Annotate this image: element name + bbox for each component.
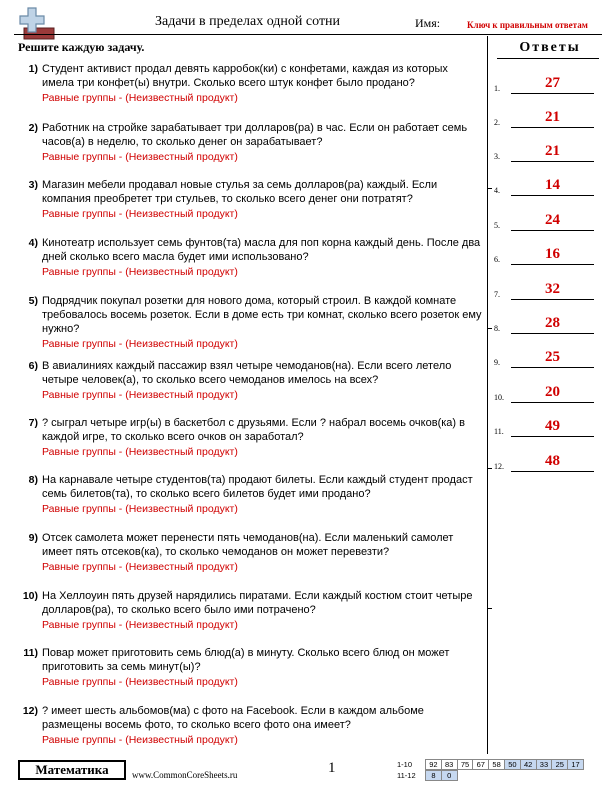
question-number: 5) <box>28 295 38 307</box>
answer-number: 5. <box>494 221 500 230</box>
divider-ticks <box>487 48 493 748</box>
question-category: Равные группы - (Неизвестный продукт) <box>42 503 238 515</box>
answers-title: Ответы <box>519 40 581 55</box>
question-text: Студент активист продал девять карробок(ки) с конфетами, каждая из которых имела три конфет(ы) внутри. Сколько всего штук конфет было продано? <box>42 63 448 89</box>
answer-item <box>494 108 604 128</box>
answer-number: 11. <box>494 427 504 436</box>
question-number: 4) <box>28 237 38 249</box>
score-cell: 75 <box>457 759 474 770</box>
answer-line <box>511 333 594 334</box>
answer-line <box>511 471 594 472</box>
answer-line <box>511 299 594 300</box>
answer-value: 32 <box>545 281 560 297</box>
question-category: Равные группы - (Неизвестный продукт) <box>42 676 238 688</box>
question-text: Отсек самолета может перенести пять чемоданов(на). Если маленький самолет имеет пять отсеков(ка), то сколько чемоданов он может перевезти? <box>42 532 454 558</box>
answer-value: 27 <box>545 75 560 91</box>
name-label: Имя: <box>415 16 441 30</box>
question-number: 12) <box>22 705 38 717</box>
answer-number: 1. <box>494 84 500 93</box>
divider-tick <box>487 468 492 469</box>
answer-item <box>494 245 604 265</box>
score-cell: 50 <box>504 759 521 770</box>
answer-item <box>494 452 604 472</box>
score-cell: 92 <box>425 759 442 770</box>
answer-value: 14 <box>545 177 560 193</box>
header-divider <box>14 34 602 35</box>
divider-tick <box>487 328 492 329</box>
answer-number: 9. <box>494 358 500 367</box>
answer-value: 21 <box>545 143 560 159</box>
score-cell: 58 <box>488 759 505 770</box>
answer-value: 21 <box>545 109 560 125</box>
question-category: Равные группы - (Неизвестный продукт) <box>42 561 238 573</box>
page-number: 1 <box>328 760 336 776</box>
score-cell: 83 <box>441 759 458 770</box>
answer-line <box>511 127 594 128</box>
question-text: На карнавале четыре студентов(та) продают билеты. Если каждый студент продаст семь билетов(та), то сколько всего билетов будет ими продано? <box>42 474 473 500</box>
question-text: На Хеллоуин пять друзей нарядились пиратами. Если каждый костюм стоит четыре долларов(ра), то сколько всего было ими потрачено? <box>42 590 473 616</box>
question-number: 10) <box>22 590 38 602</box>
answer-line <box>511 367 594 368</box>
question-category: Равные группы - (Неизвестный продукт) <box>42 619 238 631</box>
answer-line <box>511 264 594 265</box>
question-text: Повар может приготовить семь блюд(а) в минуту. Сколько всего блюд он может приготовить за семь минут(ы)? <box>42 647 450 673</box>
answer-item <box>494 74 604 94</box>
answer-line <box>511 195 594 196</box>
question-category: Равные группы - (Неизвестный продукт) <box>42 734 238 746</box>
worksheet-title: Задачи в пределах одной сотни <box>155 14 341 29</box>
answer-number: 6. <box>494 255 500 264</box>
answer-number: 7. <box>494 290 500 299</box>
question-category: Равные группы - (Неизвестный продукт) <box>42 208 238 220</box>
score-cell: 8 <box>425 770 442 781</box>
answer-item <box>494 280 604 300</box>
answer-value: 16 <box>545 246 560 262</box>
answers-title-underline <box>497 58 599 59</box>
answer-line <box>511 161 594 162</box>
question-text: Работник на стройке зарабатывает три долларов(ра) в час. Если он работает семь часов(а) в неделю, то сколько денег он зарабатывает? <box>42 122 468 148</box>
answer-key-label: Ключ к правильным ответам <box>467 20 588 30</box>
answer-item <box>494 383 604 403</box>
answer-line <box>511 436 594 437</box>
score-cell: 33 <box>536 759 553 770</box>
score-row-label: 1-10 <box>397 760 413 769</box>
question-category: Равные группы - (Неизвестный продукт) <box>42 151 238 163</box>
question-text: В авиалиниях каждый пассажир взял четыре чемоданов(на). Если всего летело четыре человек(а), то сколько всего чемоданов имелось на всех? <box>42 360 452 386</box>
divider-tick <box>487 188 492 189</box>
answer-number: 4. <box>494 186 500 195</box>
divider-tick <box>487 608 492 609</box>
answer-line <box>511 230 594 231</box>
site-link[interactable]: www.CommonCoreSheets.ru <box>132 770 238 780</box>
answer-item <box>494 348 604 368</box>
question-text: ? сыграл четыре игр(ы) в баскетбол с друзьями. Если ? набрал восемь очков(ка) в каждой игре, то сколько всего очков он заработал? <box>42 417 465 443</box>
answer-number: 12. <box>494 462 504 471</box>
score-cell: 67 <box>472 759 489 770</box>
score-row <box>397 759 583 770</box>
question-number: 3) <box>28 179 38 191</box>
question-text: ? имеет шесть альбомов(ма) с фото на Facebook. Если в каждом альбоме размещены восемь фото, то сколько всего фото она имеет? <box>42 705 424 731</box>
answer-number: 10. <box>494 393 504 402</box>
question-category: Равные группы - (Неизвестный продукт) <box>42 389 238 401</box>
score-cell: 0 <box>441 770 458 781</box>
score-cell: 25 <box>551 759 568 770</box>
answer-number: 8. <box>494 324 500 333</box>
answer-line <box>511 402 594 403</box>
answer-line <box>511 93 594 94</box>
score-row-label: 11-12 <box>397 771 416 780</box>
answer-value: 28 <box>545 315 560 331</box>
question-number: 6) <box>28 360 38 372</box>
answer-item <box>494 417 604 437</box>
question-text: Подрядчик покупал розетки для нового дома, который строил. В каждой комнате требовалось восемь розеток. Если в доме есть три комнат, сколько всего розеток ему нужно? <box>42 295 482 335</box>
question-text: Магазин мебели продавал новые стулья за семь долларов(ра) каждый. Если компания преобретет три стульев, то сколько всего денег они потратят? <box>42 179 438 205</box>
question-number: 9) <box>28 532 38 544</box>
answer-number: 2. <box>494 118 500 127</box>
answer-value: 20 <box>545 384 560 400</box>
question-category: Равные группы - (Неизвестный продукт) <box>42 92 238 104</box>
question-number: 1) <box>28 63 38 75</box>
score-row <box>397 770 583 781</box>
score-cell: 42 <box>520 759 537 770</box>
answer-item <box>494 176 604 196</box>
answer-number: 3. <box>494 152 500 161</box>
answer-item <box>494 314 604 334</box>
question-text: Кинотеатр использует семь фунтов(та) масла для поп корна каждый день. После два дней сколько всего масла будет ими использовано? <box>42 237 481 263</box>
answer-value: 48 <box>545 453 560 469</box>
question-category: Равные группы - (Неизвестный продукт) <box>42 446 238 458</box>
question-number: 8) <box>28 474 38 486</box>
answer-value: 25 <box>545 349 560 365</box>
answer-item <box>494 142 604 162</box>
question-category: Равные группы - (Неизвестный продукт) <box>42 338 238 350</box>
question-number: 11) <box>23 647 38 659</box>
question-number: 7) <box>28 417 38 429</box>
subject-label: Математика <box>18 760 126 780</box>
score-table <box>397 759 583 781</box>
question-number: 2) <box>28 122 38 134</box>
score-cell: 17 <box>567 759 584 770</box>
answer-value: 49 <box>545 418 560 434</box>
instructions: Решите каждую задачу. <box>18 40 145 54</box>
answer-item <box>494 211 604 231</box>
answer-value: 24 <box>545 212 560 228</box>
question-category: Равные группы - (Неизвестный продукт) <box>42 266 238 278</box>
